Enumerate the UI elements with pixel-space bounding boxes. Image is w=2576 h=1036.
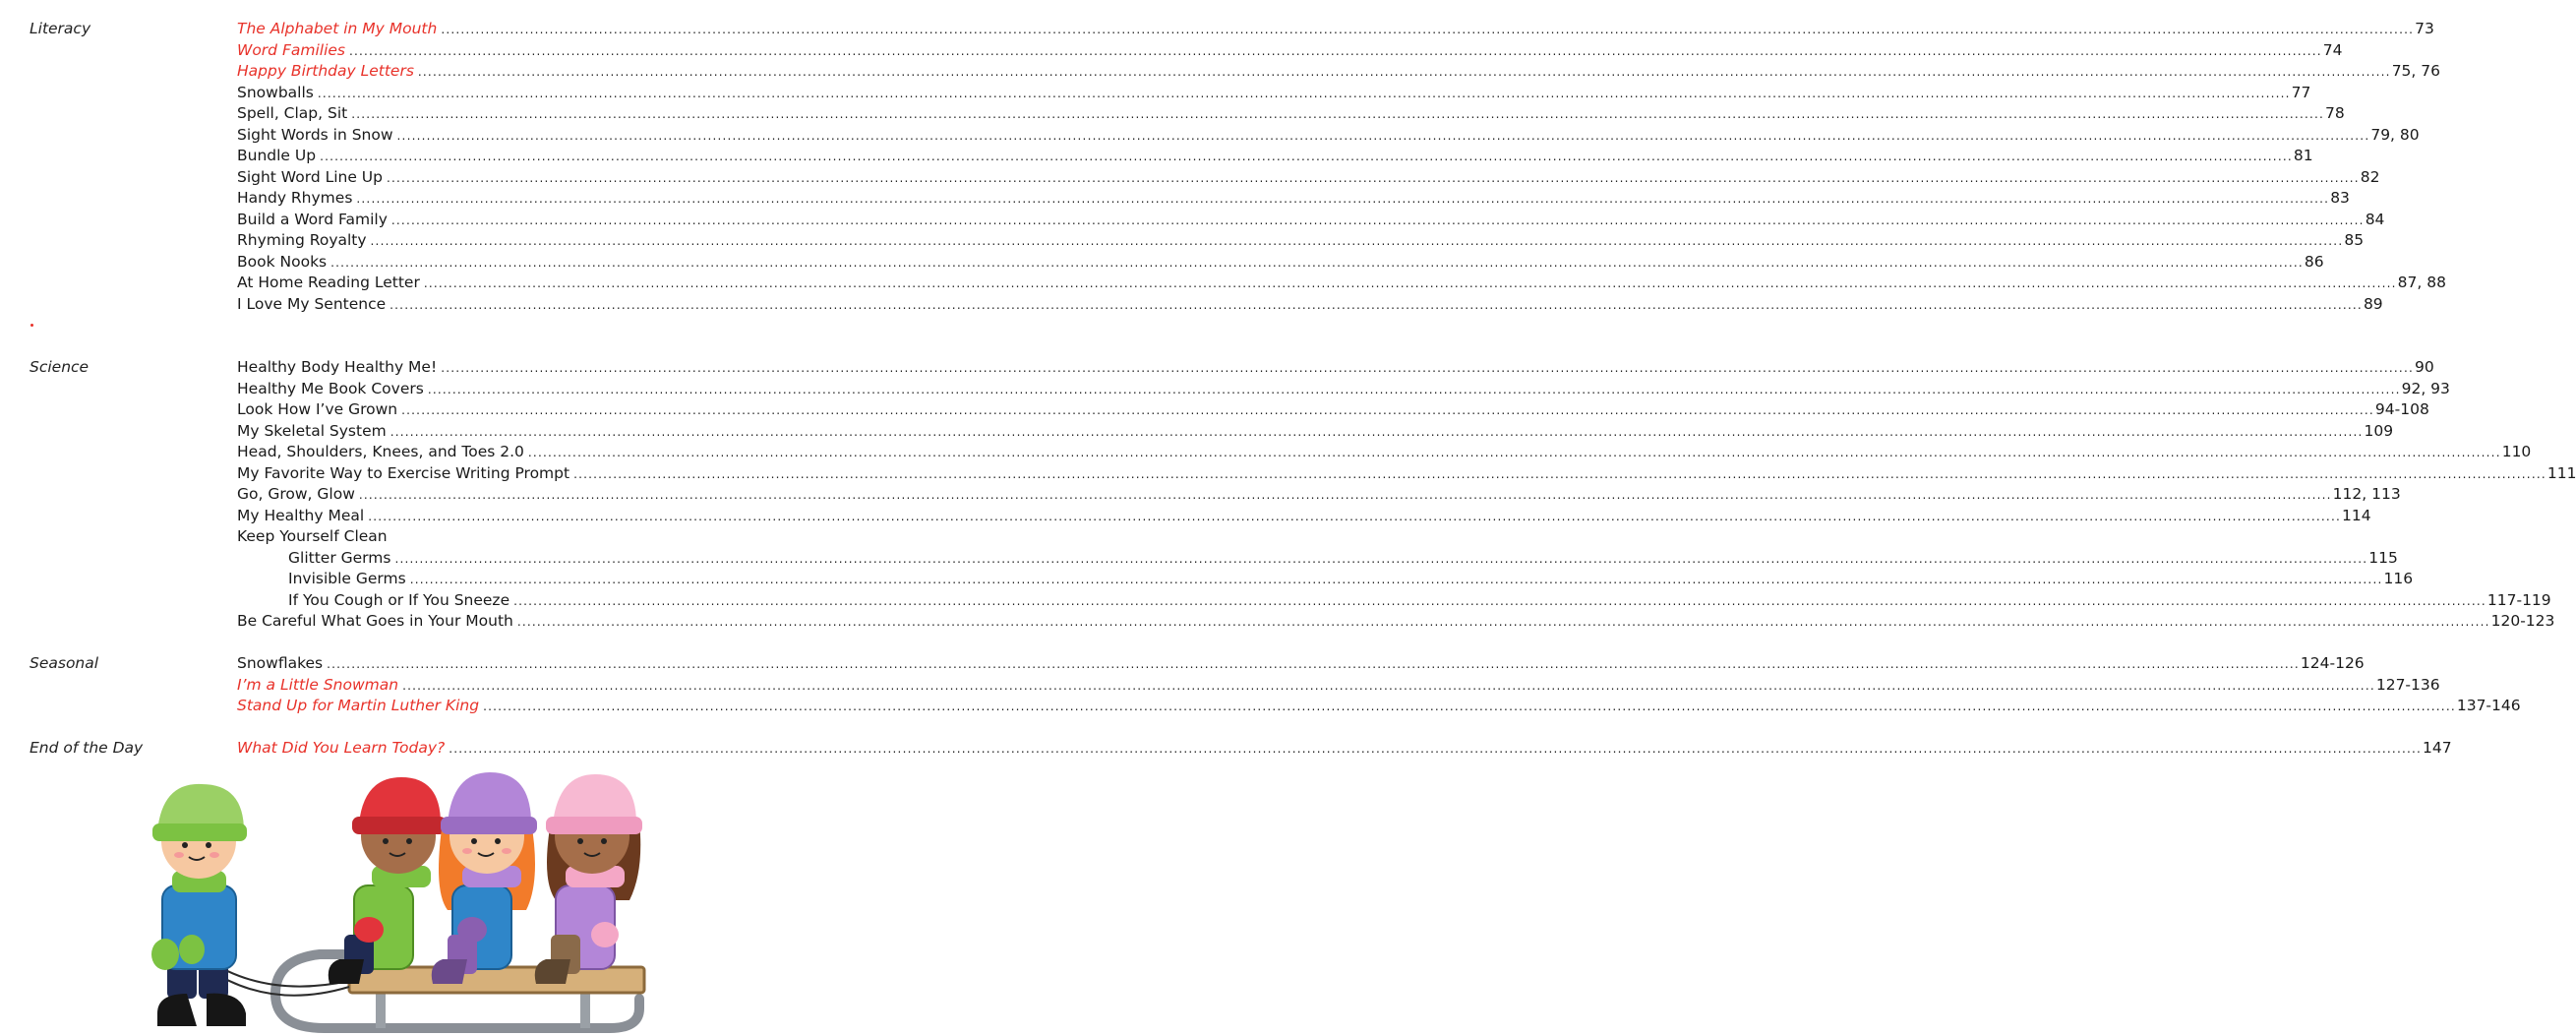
- toc-entry-title: Sight Word Line Up: [237, 167, 383, 186]
- toc-entry-title: The Alphabet in My Mouth: [237, 20, 438, 37]
- toc-entry-title: Snowballs: [237, 83, 314, 101]
- kids-on-sled-icon: [148, 762, 659, 1036]
- toc-entry-page: 147: [2423, 739, 2452, 757]
- toc-entry[interactable]: [237, 210, 2385, 231]
- dot-leader: ................................................................................................................................................................................................................................................................................................................................................................................................................: [370, 234, 2344, 248]
- toc-entry-title: Invisible Germs: [288, 570, 406, 587]
- toc-entry[interactable]: [237, 40, 2343, 62]
- toc-entry[interactable]: [237, 421, 2394, 443]
- toc-entry-title: My Healthy Meal: [237, 506, 365, 524]
- toc-entry-title: Stand Up for Martin Luther King: [237, 697, 480, 714]
- toc-entry-page: 116: [2383, 570, 2414, 587]
- toc-entry[interactable]: [237, 484, 2401, 506]
- toc-entry[interactable]: [237, 611, 2555, 633]
- toc-entry[interactable]: [237, 167, 2380, 189]
- toc-entry-title: Healthy Body Healthy Me!: [237, 358, 438, 376]
- dot-leader: ................................................................................................................................................................................................................................................................................................................................................................................................................: [409, 573, 2383, 586]
- toc-entry-title: Snowflakes: [237, 654, 324, 672]
- toc-entry-page: 111: [2546, 463, 2576, 482]
- toc-entry-title: Handy Rhymes: [237, 189, 353, 207]
- dot-leader: ................................................................................................................................................................................................................................................................................................................................................................................................................: [349, 43, 2322, 58]
- dot-leader: ................................................................................................................................................................................................................................................................................................................................................................................................................: [483, 700, 2456, 713]
- toc-entry-title: Glitter Germs: [288, 548, 391, 567]
- toc-entry-title: Spell, Clap, Sit: [237, 104, 348, 122]
- toc-entry-page: 75, 76: [2391, 62, 2440, 80]
- toc-entry[interactable]: [237, 506, 2371, 527]
- dot-leader: ................................................................................................................................................................................................................................................................................................................................................................................................................: [449, 742, 2423, 756]
- toc-entry-title: At Home Reading Letter: [237, 274, 420, 291]
- dot-leader: ................................................................................................................................................................................................................................................................................................................................................................................................................: [441, 361, 2414, 375]
- dot-leader: ................................................................................................................................................................................................................................................................................................................................................................................................................: [390, 213, 2365, 227]
- toc-entry-page: 86: [2304, 252, 2324, 271]
- toc-entry-title: Keep Yourself Clean: [237, 527, 388, 545]
- dot-leader: ................................................................................................................................................................................................................................................................................................................................................................................................................: [513, 593, 2486, 608]
- dot-leader: ................................................................................................................................................................................................................................................................................................................................................................................................................: [441, 23, 2415, 36]
- toc-entry-title: Head, Shoulders, Knees, and Toes 2.0: [237, 443, 524, 460]
- toc-entry-page: 109: [2364, 421, 2394, 440]
- toc-entry[interactable]: [237, 526, 777, 548]
- toc-entry[interactable]: [237, 230, 2365, 252]
- dot-leader: ................................................................................................................................................................................................................................................................................................................................................................................................................: [389, 424, 2364, 439]
- toc-entry[interactable]: [288, 548, 2398, 570]
- toc-entry-title: Rhyming Royalty: [237, 231, 367, 249]
- toc-entry[interactable]: [237, 146, 2313, 167]
- toc-entry[interactable]: [237, 83, 2311, 104]
- toc-entry[interactable]: [237, 442, 2532, 463]
- toc-entry[interactable]: [237, 125, 2420, 147]
- toc-entry-page: 112, 113: [2332, 485, 2401, 503]
- toc-entry-title: If You Cough or If You Sneeze: [288, 590, 510, 609]
- toc-entry-title: My Favorite Way to Exercise Writing Prompt: [237, 463, 570, 482]
- toc-entry[interactable]: [237, 738, 2452, 760]
- toc-entry-title: Book Nooks: [237, 252, 328, 271]
- toc-entry-page: 85: [2344, 231, 2365, 249]
- toc-entry-page: 114: [2341, 506, 2371, 524]
- toc-entry-page: 83: [2330, 189, 2350, 207]
- toc-entry[interactable]: [237, 273, 2446, 294]
- toc-entry-page: 120-123: [2490, 612, 2555, 630]
- toc-entry[interactable]: [237, 463, 2576, 485]
- toc-entry-title: I’m a Little Snowman: [237, 675, 399, 694]
- toc-entry-page: 81: [2293, 147, 2313, 164]
- dot-leader: ................................................................................................................................................................................................................................................................................................................................................................................................................: [394, 551, 2368, 566]
- dot-leader: ................................................................................................................................................................................................................................................................................................................................................................................................................: [387, 170, 2360, 185]
- toc-entry-page: 110: [2501, 443, 2532, 460]
- toc-entry[interactable]: [288, 590, 2551, 612]
- toc-entry-title: Look How I’ve Grown: [237, 400, 398, 418]
- dot-leader: ................................................................................................................................................................................................................................................................................................................................................................................................................: [573, 466, 2546, 481]
- toc-entry-title: Build a Word Family: [237, 210, 388, 228]
- toc-entry[interactable]: [237, 357, 2434, 379]
- toc-entry-page: 82: [2360, 167, 2380, 186]
- toc-entry-page: 79, 80: [2370, 125, 2420, 144]
- toc-entry-page: 89: [2363, 294, 2383, 313]
- toc-entry-page: 127-136: [2375, 675, 2440, 694]
- toc-entry[interactable]: [237, 696, 2521, 717]
- dot-leader: ................................................................................................................................................................................................................................................................................................................................................................................................................: [351, 107, 2325, 121]
- toc-entry-page: 84: [2365, 210, 2385, 228]
- toc-entry-page: 90: [2414, 358, 2434, 376]
- toc-entry-title: Bundle Up: [237, 147, 317, 164]
- toc-entry[interactable]: [237, 379, 2450, 400]
- dot-leader: ................................................................................................................................................................................................................................................................................................................................................................................................................: [368, 509, 2341, 523]
- toc-entry[interactable]: [237, 675, 2440, 697]
- dot-leader: ................................................................................................................................................................................................................................................................................................................................................................................................................: [330, 255, 2304, 270]
- dot-leader: ................................................................................................................................................................................................................................................................................................................................................................................................................: [402, 678, 2375, 693]
- dot-leader: ................................................................................................................................................................................................................................................................................................................................................................................................................: [401, 403, 2374, 417]
- toc-entry-page: 115: [2368, 548, 2398, 567]
- toc-entry-page: 117-119: [2486, 590, 2551, 609]
- toc-entry[interactable]: [237, 19, 2434, 40]
- section-label-end-of-the-day: End of the Day: [30, 739, 144, 757]
- dot-leader: ................................................................................................................................................................................................................................................................................................................................................................................................................: [516, 615, 2490, 629]
- dot-leader: ................................................................................................................................................................................................................................................................................................................................................................................................................: [317, 86, 2291, 100]
- dot-leader: ................................................................................................................................................................................................................................................................................................................................................................................................................: [417, 65, 2391, 79]
- dot-leader: ................................................................................................................................................................................................................................................................................................................................................................................................................: [389, 297, 2363, 312]
- toc-entry-page: 74: [2322, 40, 2343, 59]
- toc-entry[interactable]: [237, 653, 2365, 675]
- dot-leader: ................................................................................................................................................................................................................................................................................................................................................................................................................: [527, 446, 2501, 459]
- toc-entry-page: 137-146: [2456, 697, 2521, 714]
- section-label-seasonal: Seasonal: [30, 654, 99, 672]
- toc-entry[interactable]: [288, 569, 2414, 590]
- toc-entry-title: I Love My Sentence: [237, 294, 387, 313]
- dot-leader: ................................................................................................................................................................................................................................................................................................................................................................................................................: [358, 488, 2332, 502]
- toc-entry-page: 73: [2415, 20, 2434, 37]
- toc-entry-title: Happy Birthday Letters: [237, 62, 414, 80]
- toc-entry-page: 92, 93: [2401, 379, 2450, 397]
- toc-entry-title: Word Families: [237, 40, 345, 59]
- section-label-literacy: Literacy: [30, 20, 91, 37]
- stray-red-dot: [30, 324, 33, 327]
- dot-leader: ................................................................................................................................................................................................................................................................................................................................................................................................................: [327, 657, 2300, 671]
- toc-entry[interactable]: [237, 294, 2383, 316]
- toc-entry-page: 87, 88: [2397, 274, 2446, 291]
- dot-leader: ................................................................................................................................................................................................................................................................................................................................................................................................................: [427, 382, 2401, 396]
- toc-entry-page: 77: [2291, 83, 2311, 101]
- toc-entry-page: 124-126: [2300, 654, 2365, 672]
- dot-leader: ................................................................................................................................................................................................................................................................................................................................................................................................................: [320, 150, 2293, 163]
- toc-entry-title: What Did You Learn Today?: [237, 739, 446, 757]
- toc-entry[interactable]: [237, 399, 2429, 421]
- toc-entry-title: My Skeletal System: [237, 421, 387, 440]
- toc-entry-title: Go, Grow, Glow: [237, 485, 355, 503]
- toc-entry-title: Be Careful What Goes in Your Mouth: [237, 612, 513, 630]
- toc-entry[interactable]: [237, 103, 2345, 125]
- toc-entry-page: 78: [2325, 104, 2345, 122]
- toc-entry[interactable]: [237, 61, 2440, 83]
- toc-entry[interactable]: [237, 188, 2350, 210]
- toc-entry-title: Healthy Me Book Covers: [237, 379, 424, 397]
- toc-entry-page: 94-108: [2374, 400, 2429, 418]
- section-label-science: Science: [30, 358, 90, 376]
- dot-leader: ................................................................................................................................................................................................................................................................................................................................................................................................................: [356, 192, 2330, 206]
- toc-entry-title: Sight Words in Snow: [237, 125, 393, 144]
- toc-entry[interactable]: [237, 252, 2324, 274]
- dot-leader: ................................................................................................................................................................................................................................................................................................................................................................................................................: [423, 276, 2397, 290]
- dot-leader: ................................................................................................................................................................................................................................................................................................................................................................................................................: [396, 128, 2370, 143]
